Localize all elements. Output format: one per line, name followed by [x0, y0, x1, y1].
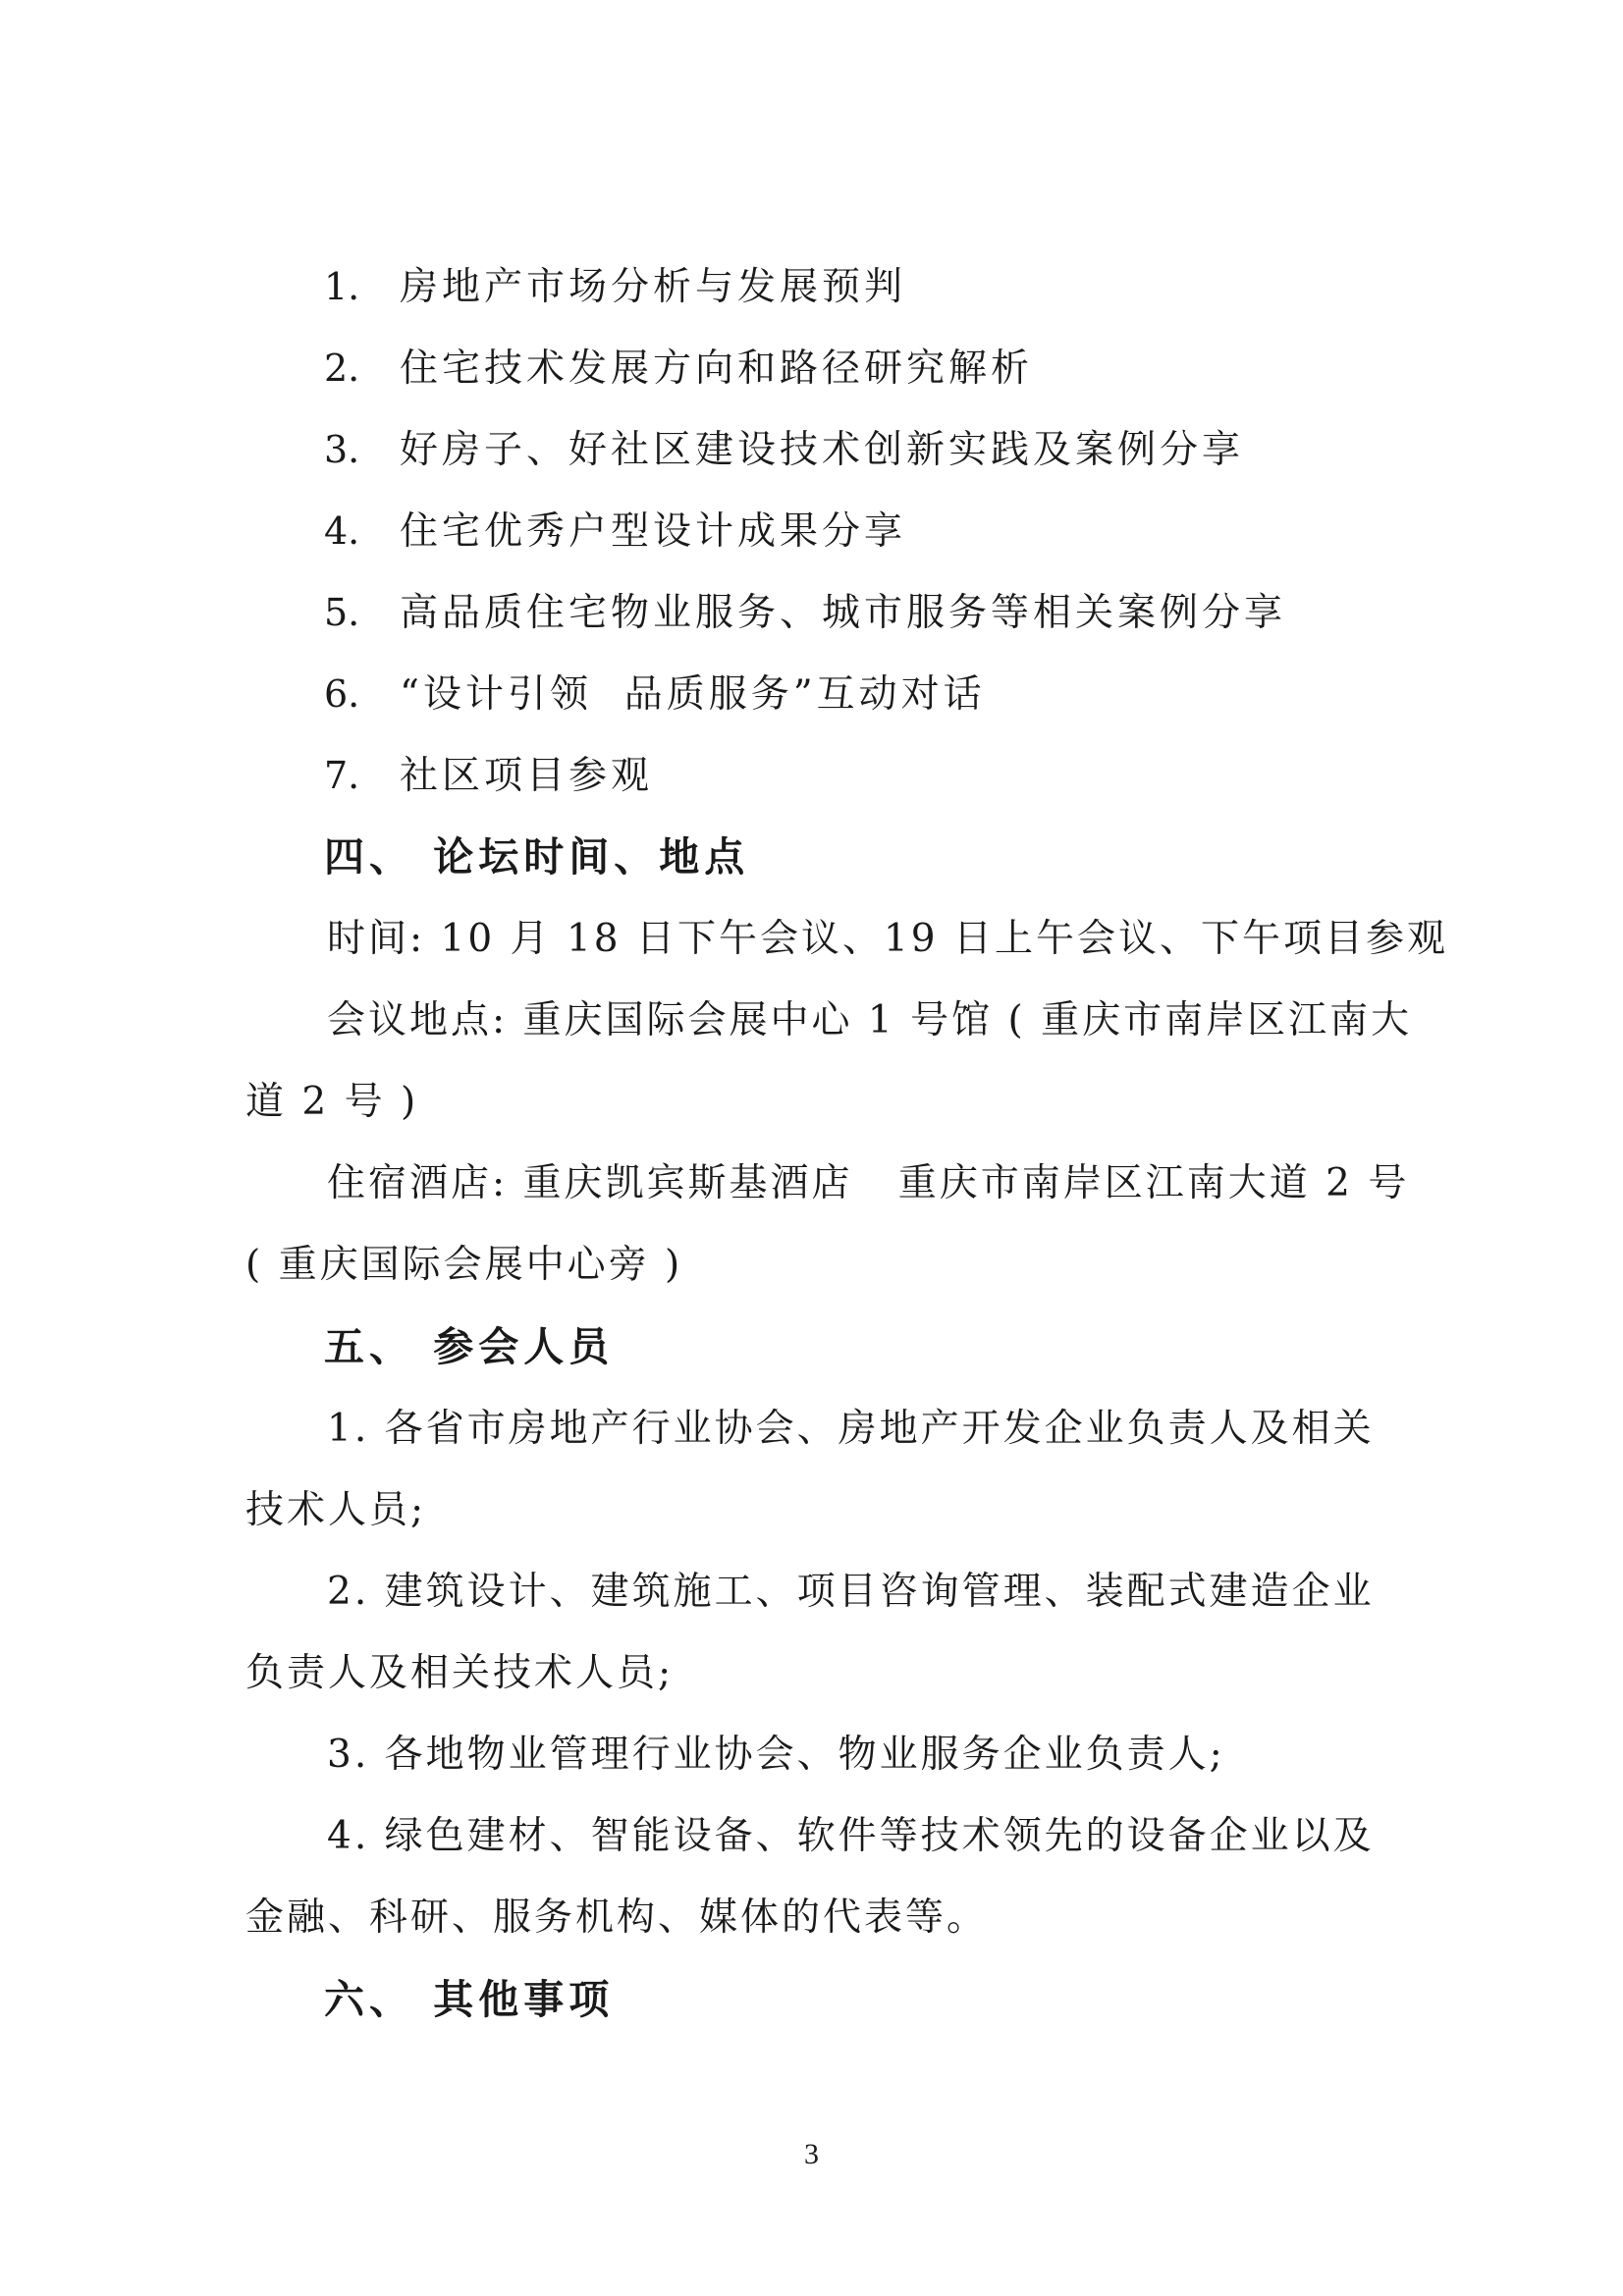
- section-heading: 五、 参会人员: [324, 1323, 615, 1370]
- topic-number: 5.: [324, 591, 360, 634]
- attendee-text: 3. 各地物业管理行业协会、物业服务企业负责人;: [327, 1733, 1225, 1777]
- section-heading: 六、 其他事项: [324, 1976, 615, 2023]
- topic-text: 社区项目参观: [400, 754, 654, 798]
- attendee-text: 2. 建筑设计、建筑施工、项目咨询管理、装配式建造企业: [327, 1570, 1375, 1614]
- topic-text: 住宅技术发展方向和路径研究解析: [400, 347, 1034, 391]
- attendee-text: 4. 绿色建材、智能设备、软件等技术领先的设备企业以及: [327, 1814, 1375, 1858]
- topic-number: 6.: [324, 672, 360, 716]
- topic-number: 7.: [324, 754, 360, 797]
- topic-number: 4.: [324, 509, 360, 553]
- section-heading: 四、 论坛时间、地点: [324, 833, 750, 881]
- attendee-text: 1. 各省市房地产行业协会、房地产开发企业负责人及相关: [327, 1407, 1375, 1451]
- topic-number: 3.: [324, 428, 360, 471]
- attendee-text-cont: 技术人员;: [245, 1488, 427, 1532]
- meeting-venue-cont: 道 2 号 ): [245, 1080, 419, 1124]
- topic-number: 2.: [324, 347, 360, 390]
- meeting-time: 时间: 10 月 18 日下午会议、19 日上午会议、下午项目参观: [327, 917, 1449, 961]
- meeting-venue: 会议地点: 重庆国际会展中心 1 号馆 ( 重庆市南岸区江南大: [327, 998, 1413, 1042]
- topic-text: 住宅优秀户型设计成果分享: [400, 509, 907, 554]
- hotel-info-cont: ( 重庆国际会展中心旁 ): [245, 1243, 683, 1287]
- topic-text: 高品质住宅物业服务、城市服务等相关案例分享: [400, 591, 1287, 635]
- hotel-info: 住宿酒店: 重庆凯宾斯基酒店 重庆市南岸区江南大道 2 号: [327, 1161, 1410, 1205]
- page-number: 3: [804, 2138, 819, 2170]
- attendee-text-cont: 负责人及相关技术人员;: [245, 1651, 675, 1695]
- attendee-text-cont: 金融、科研、服务机构、媒体的代表等。: [245, 1896, 989, 1940]
- topic-number: 1.: [324, 265, 360, 308]
- topic-text: 好房子、好社区建设技术创新实践及案例分享: [400, 428, 1245, 472]
- topic-text: 房地产市场分析与发展预判: [400, 265, 907, 309]
- topic-text: “设计引领 品质服务”互动对话: [400, 672, 986, 717]
